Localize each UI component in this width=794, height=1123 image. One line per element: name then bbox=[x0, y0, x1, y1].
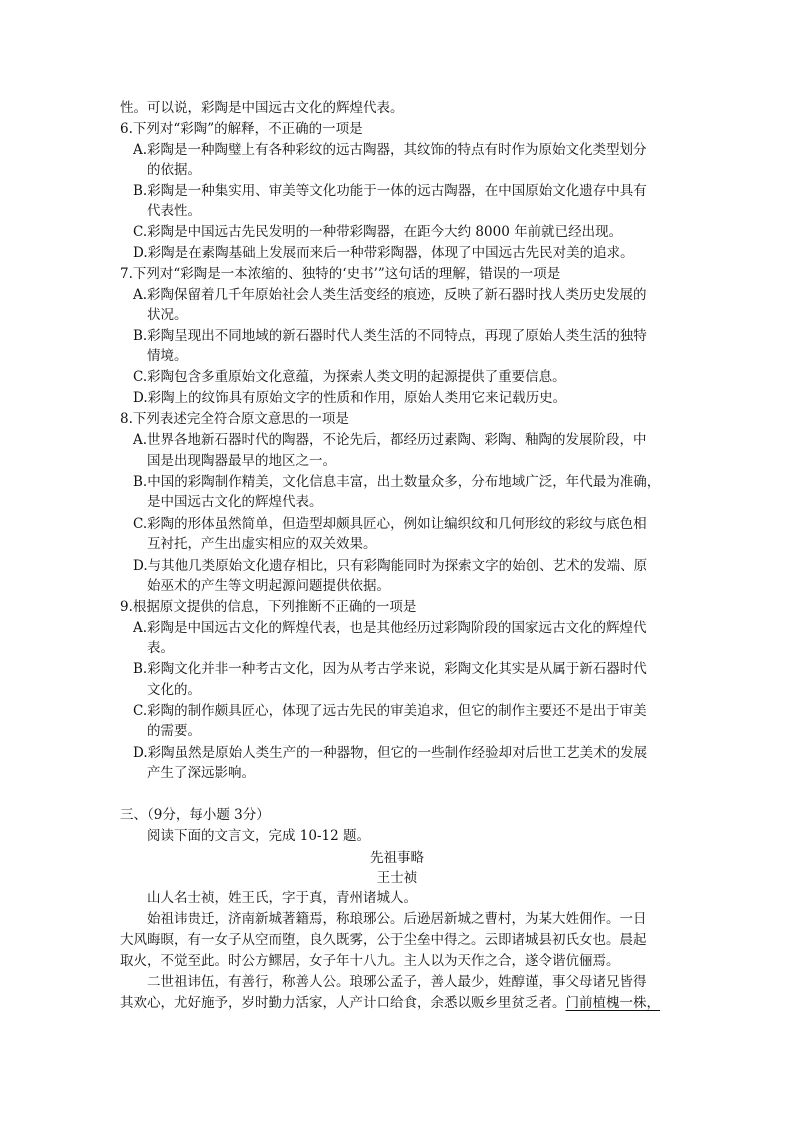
question-6-option-b-cont: 代表性。 bbox=[147, 203, 201, 219]
underlined-sentence: 门前植槐一株， bbox=[565, 995, 660, 1011]
passage-paragraph-2-line-1: 始祖讳贵迁，济南新城著籍焉，称琅琊公。后逊居新城之曹村，为某大姓佣作。一日 bbox=[147, 911, 647, 927]
passage-paragraph-2-line-3: 取火，不觉至此。时公方鳏居，女子年十八九。主人以为天作之合，遂令谐伉俪焉。 bbox=[120, 953, 620, 969]
question-8-option-a: A.世界各地新石器时代的陶器，不论先后，都经历过素陶、彩陶、釉陶的发展阶段，中 bbox=[133, 432, 647, 448]
question-7-option-b: B.彩陶呈现出不同地域的新石器时代人类生活的不同特点，再现了原始人类生活的独特 bbox=[133, 328, 647, 344]
question-7-option-c: C.彩陶包含多重原始文化意蕴，为探索人类文明的起源提供了重要信息。 bbox=[133, 369, 566, 385]
question-8-option-c-cont: 互衬托，产生出虚实相应的双关效果。 bbox=[147, 536, 377, 552]
question-6-option-a: A.彩陶是一种陶璧上有各种彩纹的远古陶器，其纹饰的特点有时作为原始文化类型划分 bbox=[133, 142, 647, 158]
section-3-heading: 三、（9分，每小题 3分） bbox=[120, 807, 270, 823]
passage-paragraph-1: 山人名士祯，姓王氏，字于真，青州诸城人。 bbox=[147, 890, 417, 906]
question-9-option-b-cont: 文化的。 bbox=[147, 682, 201, 698]
question-7-option-a-cont: 状况。 bbox=[147, 307, 188, 323]
passage-paragraph-3-line-2 bbox=[120, 993, 660, 1013]
question-9-option-d: D.彩陶虽然是原始人类生产的一种器物，但它的一些制作经验却对后世工艺美术的发展 bbox=[133, 745, 648, 761]
question-9-option-c: C.彩陶的制作颇具匠心，体现了远古先民的审美追求，但它的制作主要还不是出于审美 bbox=[133, 703, 647, 719]
question-6-option-a-cont: 的依据。 bbox=[147, 162, 201, 178]
question-8-option-d: D.与其他几类原始文化遗存相比，只有彩陶能同时为探索文字的始创、艺术的发端、原 bbox=[133, 558, 648, 574]
passage-paragraph-3-line-2-text: 其欢心，尤好施予，岁时勤力活家，人产计口给食，余悉以贩乡里贫乏者。 bbox=[120, 995, 566, 1011]
question-6-option-b: B.彩陶是一种集实用、审美等文化功能于一体的远古陶器，在中国原始文化遗存中具有 bbox=[133, 183, 647, 199]
question-6-stem: 6.下列对“彩陶”的解释，不正确的一项是 bbox=[120, 121, 363, 137]
question-8-option-b-cont: 是中国远古文化的辉煌代表。 bbox=[147, 494, 323, 510]
question-9-stem: 9.根据原文提供的信息，下列推断不正确的一项是 bbox=[120, 599, 417, 615]
question-8-option-d-cont: 始巫术的产生等文明起源问题提供依据。 bbox=[147, 578, 390, 594]
section-3-instruction: 阅读下面的文言文，完成 10-12 题。 bbox=[147, 828, 371, 844]
passage-paragraph-2-line-2: 大风晦暝，有一女子从空而堕，良久既雾，公于尘垒中得之。云即诸城县初氏女也。晨起 bbox=[120, 932, 647, 948]
question-7-option-a: A.彩陶保留着几千年原始社会人类生活变经的痕迹，反映了新石器时找人类历史发展的 bbox=[133, 287, 647, 303]
question-9-option-a: A.彩陶是中国远古文化的辉煌代表，也是其他经历过彩陶阶段的国家远古文化的辉煌代 bbox=[133, 620, 647, 636]
question-8-option-b: B.中国的彩陶制作精美，文化信息丰富，出土数量众多，分布地域广泛，年代最为准确， bbox=[133, 474, 661, 490]
question-8-stem: 8.下列表述完全符合原文意思的一项是 bbox=[120, 411, 349, 427]
question-6-option-d: D.彩陶是在素陶基础上发展而来后一种带彩陶器，体现了中国远古先民对美的追求。 bbox=[133, 245, 634, 261]
intro-tail-line: 性。可以说，彩陶是中国远古文化的辉煌代表。 bbox=[120, 100, 404, 116]
question-6-option-c: C.彩陶是中国远古先民发明的一种带彩陶器，在距今大约 8000 年前就已经出现。 bbox=[133, 224, 623, 240]
passage-paragraph-3-line-1: 二世祖讳伍，有善行，称善人公。琅琊公孟子，善人最少，姓醇谨，事父母诸兄皆得 bbox=[147, 974, 647, 990]
question-9-option-a-cont: 表。 bbox=[147, 640, 174, 656]
question-7-stem: 7.下列对“彩陶是一本浓缩的、独特的‘史书’”这句话的理解，错误的一项是 bbox=[120, 266, 561, 282]
question-8-option-c: C.彩陶的形体虽然简单，但造型却颇具匠心，例如让编织纹和几何形纹的彩纹与底色相 bbox=[133, 516, 647, 532]
question-9-option-d-cont: 产生了深远影响。 bbox=[147, 765, 255, 781]
question-9-option-b: B.彩陶文化并非一种考古文化，因为从考古学来说，彩陶文化其实是从属于新石器时代 bbox=[133, 661, 647, 677]
question-7-option-b-cont: 情境。 bbox=[147, 348, 188, 364]
question-9-option-c-cont: 的需要。 bbox=[147, 723, 201, 739]
passage-author: 王士祯 bbox=[376, 870, 418, 886]
passage-title: 先祖事略 bbox=[370, 850, 424, 866]
question-8-option-a-cont: 国是出现陶器最早的地区之一。 bbox=[147, 453, 336, 469]
question-7-option-d: D.彩陶上的纹饰具有原始文字的性质和作用，原始人类用它来记载历史。 bbox=[133, 390, 567, 406]
